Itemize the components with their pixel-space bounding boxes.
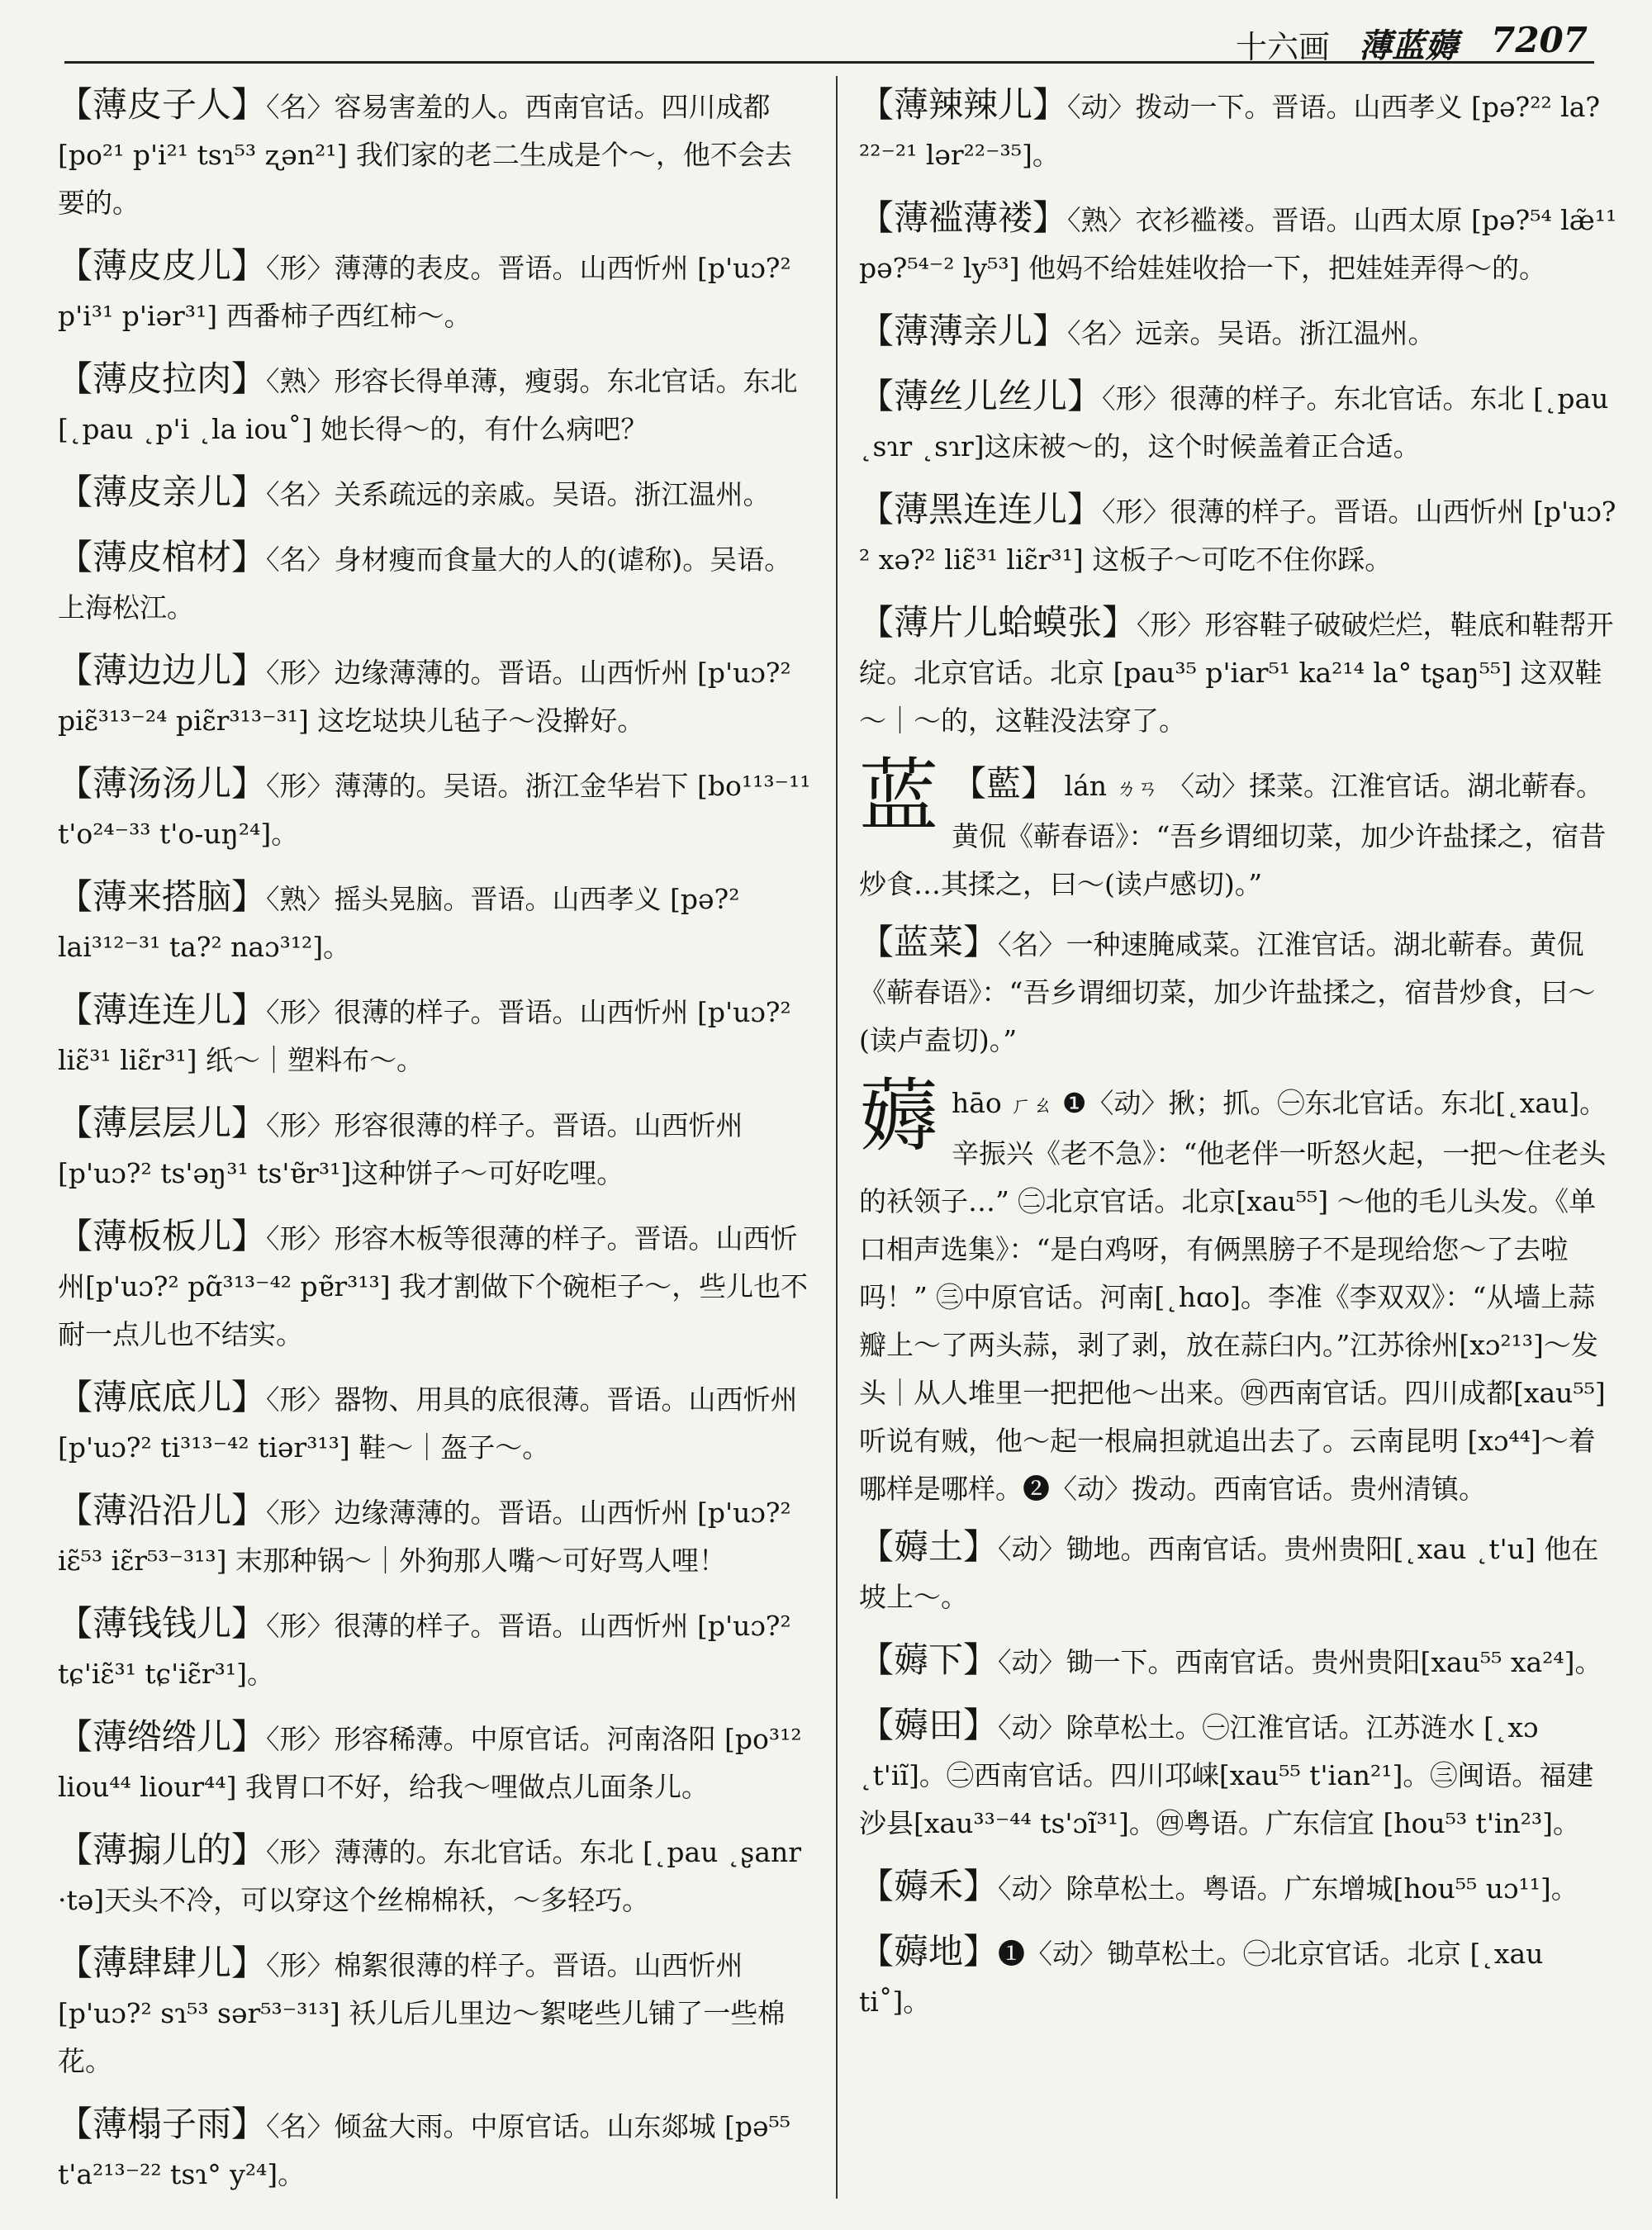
headword: 【薅地】 <box>859 1931 999 1971</box>
headword: 【薄肆肆儿】 <box>58 1943 267 1983</box>
definition: ❶〈动〉锄草松土。㊀北京官话。北京 [˛xau ti˚]。 <box>859 1938 1544 2018</box>
entry <box>58 1826 818 1924</box>
variant-form: 【藍】 <box>952 763 1056 804</box>
head-character: 蓝 <box>859 750 938 842</box>
definition: 〈形〉很薄的样子。东北官话。东北 [˛pau ˛sɿr ˛sɿr]这床被～的，这个时候盖着正合适。 <box>859 382 1609 463</box>
headword: 【薄板板儿】 <box>58 1216 267 1256</box>
definition: 〈形〉边缘薄薄的。晋语。山西忻州 [p'uɔ?² piɛ̃³¹³⁻²⁴ piɛ̃r³¹³⁻³¹] 这圪垯块儿毡子～没擀好。 <box>58 657 791 737</box>
headword: 【薄褴薄褛】 <box>859 197 1068 238</box>
entry <box>859 486 1619 584</box>
definition: 〈动〉锄地。西南官话。贵州贵阳[˛xau ˛t'u] 他在坡上～。 <box>859 1533 1599 1613</box>
right-column <box>859 81 1619 2041</box>
entry <box>58 647 818 745</box>
definition: 〈形〉形容木板等很薄的样子。晋语。山西忻州[p'uɔ?² pɑ̃³¹³⁻⁴² pɐ̃r³¹³] 我才割做下个碗柜子～，些儿也不耐一点儿也不结实。 <box>58 1222 809 1350</box>
headword: 【薅禾】 <box>859 1866 999 1906</box>
entry <box>58 2100 818 2199</box>
entry <box>58 1713 818 1811</box>
page-number: 7207 <box>1491 20 1588 60</box>
headword: 【薅田】 <box>859 1705 999 1745</box>
definition: 〈名〉一种速腌咸菜。江淮官话。湖北蕲春。黄侃《蕲春语》：“吾乡谓细切菜，加少许盐揉之，宿昔炒食，曰～(读卢盍切)。” <box>859 928 1596 1056</box>
definition: 〈动〉锄一下。西南官话。贵州贵阳[xau⁵⁵ xa²⁴]。 <box>998 1646 1602 1678</box>
zhuyin: ㄌㄢ <box>1115 776 1159 801</box>
definition: 〈名〉身材瘦而食量大的人的(谑称)。吴语。上海松江。 <box>58 543 792 624</box>
headword: 【薄黑连连儿】 <box>859 489 1103 529</box>
definition: 〈形〉器物、用具的底很薄。晋语。山西忻州[p'uɔ?² ti³¹³⁻⁴² tiər³¹³] 鞋～｜盔子～。 <box>58 1383 798 1464</box>
entry <box>58 1374 818 1472</box>
entry <box>58 1600 818 1698</box>
entry <box>58 242 818 340</box>
entry <box>859 1701 1619 1848</box>
definition: 〈形〉薄薄的。东北官话。东北 [˛pau ˛ʂanr ·tə]天头不冷，可以穿这个丝棉棉袄，～多轻巧。 <box>58 1836 802 1916</box>
character-entry-hao <box>859 1070 1619 1513</box>
entry <box>859 81 1619 179</box>
headword: 【薄来搭脑】 <box>58 876 267 917</box>
definition: 〈形〉形容鞋子破破烂烂，鞋底和鞋帮开绽。北京官话。北京 [pau³⁵ p'iar⁵¹ ka²¹⁴ la° tʂaŋ⁵⁵] 这双鞋～｜～的，这鞋没法穿了。 <box>859 609 1614 737</box>
definition: 〈动〉拨动一下。晋语。山西孝义 [pə?²² la?²²⁻²¹ lər²²⁻³⁵]。 <box>859 91 1601 171</box>
headword: 【薄丝儿丝儿】 <box>859 376 1103 416</box>
entry <box>58 1099 818 1198</box>
headword: 【薄沿沿儿】 <box>58 1490 267 1530</box>
entry <box>58 1939 818 2085</box>
entry <box>58 81 818 227</box>
headword: 【薄薄亲儿】 <box>859 311 1068 351</box>
definition: 〈名〉倾盆大雨。中原官话。山东郯城 [pə⁵⁵ t'a²¹³⁻²² tsɿ° y²⁴]。 <box>58 2110 790 2190</box>
definition: 〈熟〉摇头晃脑。晋语。山西孝义 [pə?² lai³¹²⁻³¹ ta?² naɔ³¹²]。 <box>58 883 740 963</box>
entry <box>859 918 1619 1065</box>
entry <box>58 1212 818 1359</box>
entry <box>859 307 1619 358</box>
entry <box>58 534 818 632</box>
header-headwords: 薄蓝薅 <box>1359 26 1458 65</box>
entry <box>859 1523 1619 1621</box>
definition: 〈名〉容易害羞的人。西南官话。四川成都[po²¹ p'i²¹ tsɿ⁵³ ʐən²¹] 我们家的老二生成是个～，他不会去要的。 <box>58 91 792 219</box>
pinyin: lán <box>1064 770 1107 802</box>
pinyin: hāo <box>952 1087 1002 1119</box>
entry <box>859 372 1619 471</box>
definition: 〈形〉薄薄的表皮。晋语。山西忻州 [p'uɔ?² p'i³¹ p'iər³¹] 西番柿子西红柿～。 <box>58 252 791 332</box>
headword: 【薄汤汤儿】 <box>58 763 267 804</box>
definition: 〈动〉揉菜。江淮官话。湖北蕲春。黄侃《蕲春语》：“吾乡谓细切菜，加少许盐揉之，宿昔炒食…其揉之，曰～(读卢感切)。” <box>859 770 1607 900</box>
definition: 〈形〉棉絮很薄的样子。晋语。山西忻州 [p'uɔ?² sɿ⁵³ sər⁵³⁻³¹³] 袄儿后儿里边～絮咾些儿铺了一些棉花。 <box>58 1949 786 2077</box>
headword: 【薄皮皮儿】 <box>58 245 267 286</box>
header-rule <box>64 61 1594 64</box>
definition: 〈形〉很薄的样子。晋语。山西忻州 [p'uɔ?² liɛ̃³¹ liɛ̃r³¹] 纸～｜塑料布～。 <box>58 996 791 1076</box>
entry <box>58 760 818 858</box>
character-entry-lan <box>859 750 1619 909</box>
headword: 【薄片儿蛤蟆张】 <box>859 602 1137 643</box>
definition: 〈形〉边缘薄薄的。晋语。山西忻州 [p'uɔ?² iɛ̃⁵³ iɛ̃r⁵³⁻³¹³] 末那种锅～｜外狗那人嘴～可好骂人哩！ <box>58 1497 791 1577</box>
headword: 【薄皮拉肉】 <box>58 358 267 399</box>
left-column <box>58 81 818 2213</box>
head-character: 薅 <box>859 1070 938 1162</box>
definition: 〈形〉形容很薄的样子。晋语。山西忻州 [p'uɔ?² ts'əŋ³¹ ts'ɐ̃r³¹]这种饼子～可好吃哩。 <box>58 1109 743 1189</box>
definition: ❶〈动〉揪；抓。㊀东北官话。东北[˛xau]。辛振兴《老不急》：“他老伴一听怒火起，一把～住老头的袄领子…” ㊁北京官话。北京[xau⁵⁵] ～他的毛儿头发。《单口相声选集》：“是白鸡呀，有俩黑膀子不是现给您～了去啦吗！” ㊂中原官话。河南[˛hɑo]。李准《李双双》：“从墙上蒜瓣上～了两头蒜，剥了剥，放在蒜臼内。”江苏徐州[xɔ²¹³]～发头｜从人堆里一把把他～出来。㊃西南官话。四川成都[xau⁵⁵] 听说有贼，他～起一根扁担就追出去了。云南昆明 [xɔ⁴⁴]～着哪样是哪样。❷〈动〉拨动。西南官话。贵州清镇。 <box>859 1087 1607 1505</box>
definition: 〈名〉关系疏远的亲戚。吴语。浙江温州。 <box>266 478 771 510</box>
entry <box>859 1928 1619 2026</box>
entry <box>859 1636 1619 1687</box>
definition: 〈熟〉衣衫褴褛。晋语。山西太原 [pə?⁵⁴ læ̃¹¹ pə?⁵⁴⁻² ly⁵³] 他妈不给娃娃收拾一下，把娃娃弄得～的。 <box>859 204 1617 284</box>
entry <box>859 599 1619 745</box>
headword: 【薅土】 <box>859 1526 999 1567</box>
definition: 〈动〉除草松土。粤语。广东增城[hou⁵⁵ uɔ¹¹]。 <box>998 1872 1578 1905</box>
headword: 【薄连连儿】 <box>58 989 267 1030</box>
headword: 【薄皮亲儿】 <box>58 472 267 512</box>
definition: 〈形〉很薄的样子。晋语。山西忻州 [p'uɔ?² xə?² liɛ̃³¹ liɛ̃r³¹] 这板子～可吃不住你踩。 <box>859 496 1616 576</box>
headword: 【薄辣辣儿】 <box>859 84 1068 125</box>
entry <box>58 873 818 971</box>
entry <box>58 355 818 453</box>
zhuyin: ㄏㄠ <box>1010 1094 1054 1118</box>
headword: 【薅下】 <box>859 1639 999 1680</box>
entry <box>58 1487 818 1585</box>
definition: 〈熟〉形容长得单薄，瘦弱。东北官话。东北[˛pau ˛p'i ˛la iou˚] 她长得～的，有什么病吧？ <box>58 365 798 445</box>
headword: 【薄榻子雨】 <box>58 2104 267 2144</box>
definition: 〈形〉薄薄的。吴语。浙江金华岩下 [bo¹¹³⁻¹¹ t'o²⁴⁻³³ t'o-uŋ²⁴]。 <box>58 770 811 850</box>
headword: 【薄皮棺材】 <box>58 537 267 577</box>
headword: 【蓝菜】 <box>859 922 999 962</box>
entry <box>859 1862 1619 1913</box>
section-label: 十六画 <box>1235 29 1330 65</box>
headword: 【薄层层儿】 <box>58 1103 267 1143</box>
headword: 【薄绺绺儿】 <box>58 1716 267 1757</box>
page-header <box>0 0 1652 66</box>
entry <box>859 194 1619 292</box>
headword: 【薄边边儿】 <box>58 650 267 690</box>
entry <box>58 468 818 519</box>
headword: 【薄钱钱儿】 <box>58 1603 267 1644</box>
definition: 〈名〉远亲。吴语。浙江温州。 <box>1067 317 1436 349</box>
headword: 【薄底底儿】 <box>58 1377 267 1417</box>
definition: 〈形〉形容稀薄。中原官话。河南洛阳 [po³¹² liou⁴⁴ liour⁴⁴] 我胃口不好，给我～哩做点儿面条儿。 <box>58 1723 802 1803</box>
headword: 【薄皮子人】 <box>58 84 267 125</box>
column-divider <box>836 76 838 2199</box>
definition: 〈动〉除草松土。㊀江淮官话。江苏涟水 [˛xɔ ˛t'iĩ]。㊁西南官话。四川邛崃[xau⁵⁵ t'ian²¹]。㊂闽语。福建沙县[xau³³⁻⁴⁴ ts'ɔĩ³¹]。㊃粤语。广东信宜 [hou⁵³ t'in²³]。 <box>859 1711 1594 1839</box>
headword: 【薄搧儿的】 <box>58 1829 267 1870</box>
definition: 〈形〉很薄的样子。晋语。山西忻州 [p'uɔ?² tɕ'iɛ̃³¹ tɕ'iɛ̃r³¹]。 <box>58 1610 791 1690</box>
entry <box>58 986 818 1084</box>
